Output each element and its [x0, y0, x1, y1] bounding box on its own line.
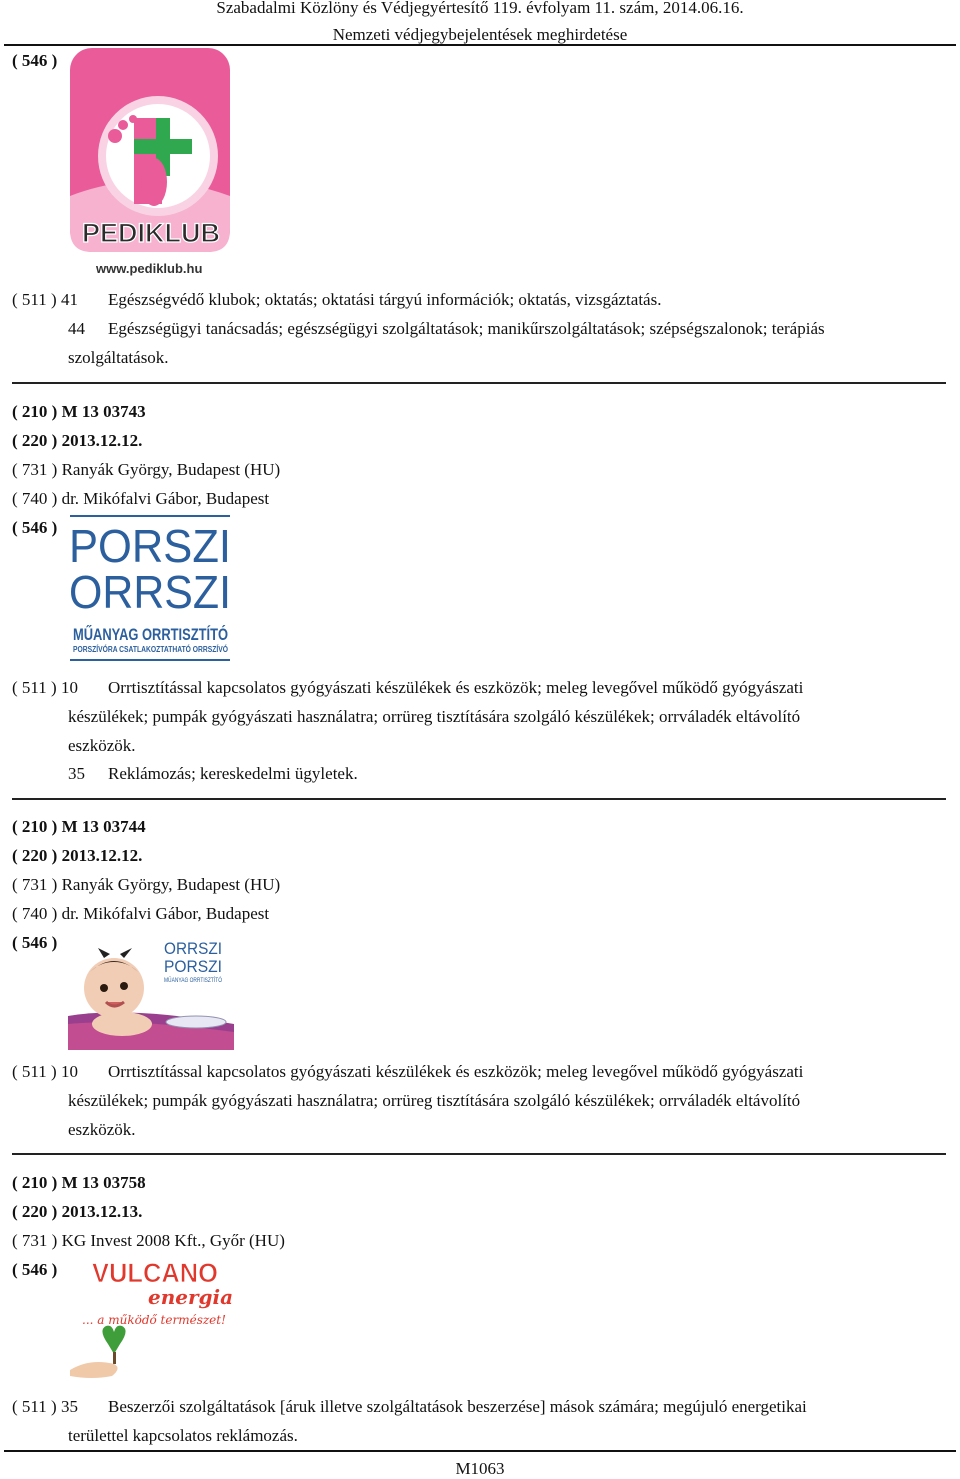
- code-210: ( 210 ) M 13 03744: [12, 817, 146, 836]
- baby-face-icon: [84, 958, 144, 1018]
- code-740: ( 740 ) dr. Mikófalvi Gábor, Budapest: [12, 904, 270, 923]
- code-220: ( 220 ) 2013.12.13.: [12, 1202, 143, 1221]
- code-546: ( 546 ): [12, 518, 58, 537]
- code-220: ( 220 ) 2013.12.12.: [12, 846, 143, 865]
- class-10-cont: eszközök.: [68, 1120, 136, 1139]
- code-220: ( 220 ) 2013.12.12.: [12, 431, 143, 450]
- code-731: ( 731 ) Ranyák György, Budapest (HU): [12, 460, 281, 479]
- code-511: ( 511 ) 10: [12, 678, 78, 697]
- class-35-text: Reklámozás; kereskedelmi ügyletek.: [108, 764, 358, 783]
- class-10-cont: készülékek; pumpák gyógyászati használatra; orrüreg tisztítására szolgáló készülékek; orrváladék eltávolító: [68, 707, 801, 726]
- logo-subtitle: MŰANYAG ORRTISZTÍTÓ: [73, 625, 228, 644]
- class-44-cont: szolgáltatások.: [68, 348, 169, 367]
- logo-tagline: PORSZÍVÓRA CSATLAKOZTATHATÓ ORRSZÍVÓ: [73, 645, 228, 654]
- logo-orrszi: ORRSZI: [164, 939, 222, 958]
- code-210: ( 210 ) M 13 03758: [12, 1173, 146, 1192]
- code-511: ( 511 ) 35: [12, 1397, 78, 1416]
- entry-separator: [12, 382, 946, 384]
- heart-tree-icon: [102, 1326, 125, 1354]
- logo-subtitle: MŰANYAG ORRTISZTÍTÓ: [164, 978, 236, 984]
- code-546: ( 546 ): [12, 933, 58, 952]
- logo-porszi: PORSZI: [164, 957, 222, 976]
- class-41-text: Egészségvédő klubok; oktatás; oktatási tárgyú információk; oktatás, vizsgáztatás.: [108, 290, 662, 309]
- class-35-num: 35: [68, 764, 85, 783]
- class-35-cont: területtel kapcsolatos reklámozás.: [68, 1426, 298, 1445]
- class-10-text: Orrtisztítással kapcsolatos gyógyászati készülékek és eszközök; meleg levegővel működő gyógyászati: [108, 1062, 804, 1081]
- code-731: ( 731 ) KG Invest 2008 Kft., Győr (HU): [12, 1231, 285, 1250]
- code-511: ( 511 ) 41: [12, 290, 78, 309]
- footer-rule: [4, 1450, 956, 1452]
- pediklub-logo: [68, 46, 234, 278]
- logo-porszi: PORSZI: [69, 520, 231, 572]
- entry-separator: [12, 798, 946, 800]
- vulcano-brand: VULCANO: [92, 1258, 218, 1288]
- code-740: ( 740 ) dr. Mikófalvi Gábor, Budapest: [12, 489, 270, 508]
- code-546: ( 546 ): [12, 1260, 58, 1279]
- class-10-text: Orrtisztítással kapcsolatos gyógyászati készülékek és eszközök; meleg levegővel működő gyógyászati: [108, 678, 804, 697]
- pediklub-brand: PEDIKLUB: [82, 218, 221, 248]
- entry-separator: [12, 1153, 946, 1155]
- code-511: ( 511 ) 10: [12, 1062, 78, 1081]
- class-10-cont: készülékek; pumpák gyógyászati használatra; orrüreg tisztítására szolgáló készülékek; orrváladék eltávolító: [68, 1091, 801, 1110]
- code-546: ( 546 ): [12, 51, 58, 70]
- code-210: ( 210 ) M 13 03743: [12, 402, 146, 421]
- page-number: M1063: [455, 1459, 505, 1478]
- section-title: Nemzeti védjegybejelentések meghirdetése: [332, 25, 628, 44]
- gazette-title: Szabadalmi Közlöny és Védjegyértesítő 119. évfolyam 11. szám, 2014.06.16.: [216, 0, 744, 17]
- baby-orrszi-logo: [68, 928, 234, 1050]
- vulcano-energia: energia: [148, 1285, 234, 1309]
- class-10-cont: eszközök.: [68, 736, 136, 755]
- code-731: ( 731 ) Ranyák György, Budapest (HU): [12, 875, 281, 894]
- class-35-text: Beszerzői szolgáltatások [áruk illetve szolgáltatások beszerzése] mások számára; megújuló energetikai: [108, 1397, 807, 1416]
- class-44-text: Egészségügyi tanácsadás; egészségügyi szolgáltatások; manikűrszolgáltatások; szépségszalonok; terápiás: [108, 319, 825, 338]
- logo-orrszi: ORRSZI: [69, 566, 231, 618]
- vulcano-tagline: ... a működő természet!: [82, 1313, 226, 1327]
- porszi-orrszi-logo: [68, 514, 234, 664]
- class-44-num: 44: [68, 319, 85, 338]
- vulcano-logo: [68, 1254, 236, 1384]
- pediklub-url: www.pediklub.hu: [96, 261, 203, 276]
